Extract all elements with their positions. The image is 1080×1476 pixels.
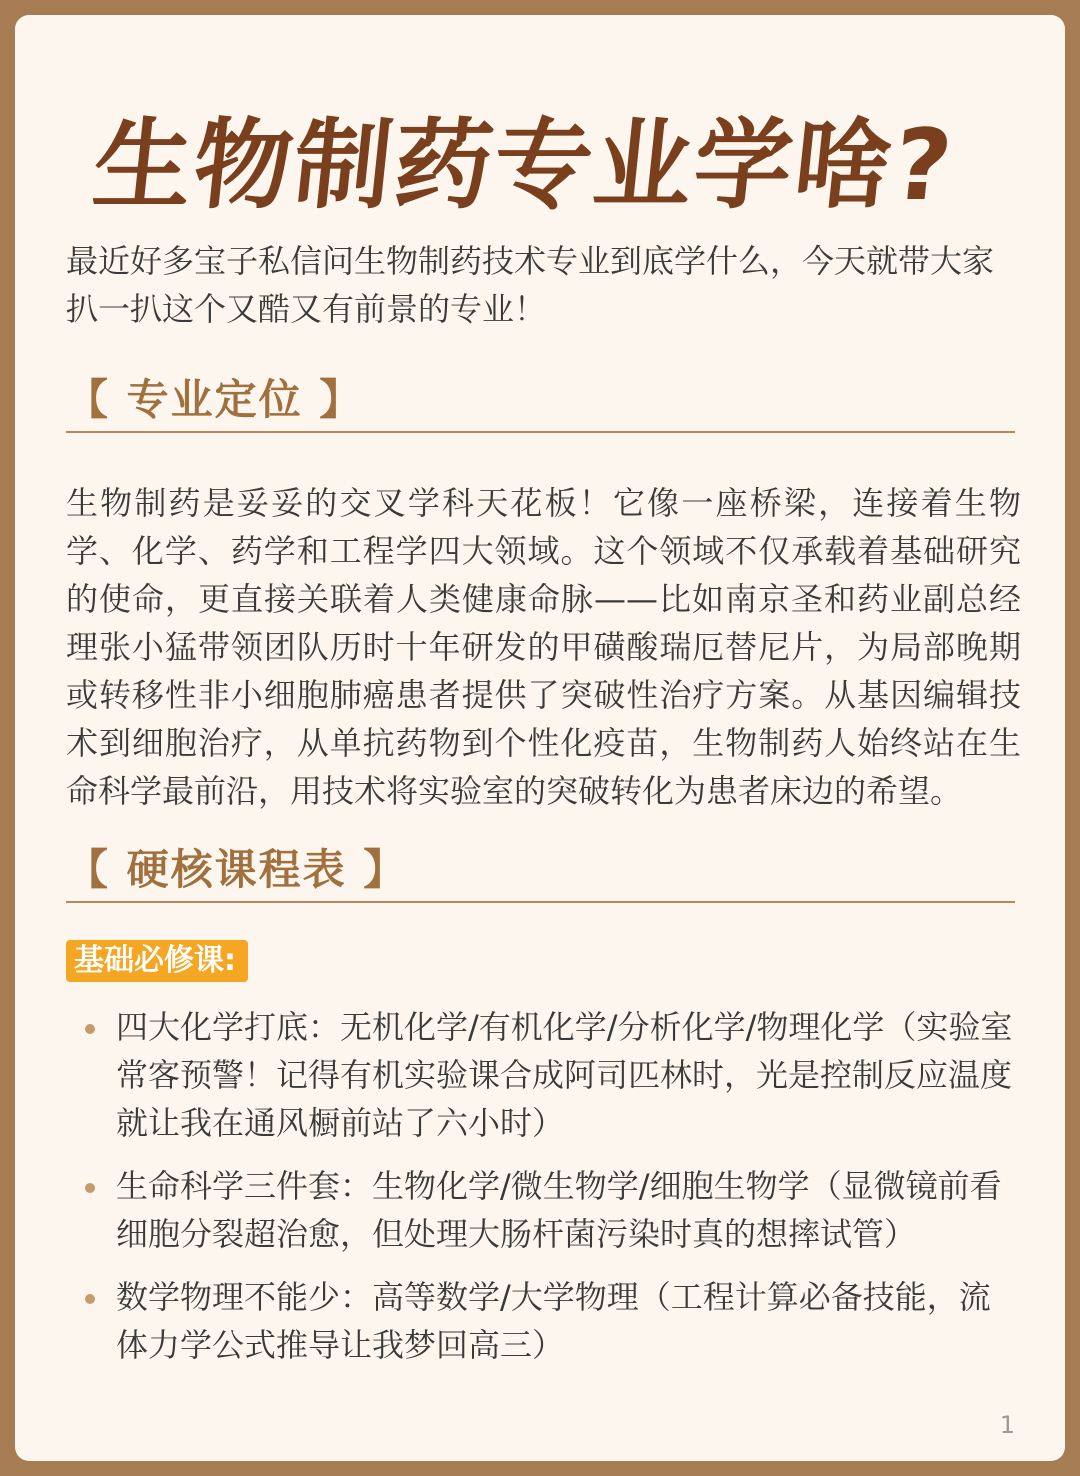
section-heading-positioning: 【 专业定位 】 [66,375,364,424]
page-title: 生物制药专业学啥? [88,109,959,223]
section-divider [66,431,1015,433]
list-item [85,1003,1015,1147]
bullet-icon [85,1294,95,1304]
page-card [15,15,1065,1461]
list-item [85,1273,1015,1369]
course-list [85,1003,1015,1384]
list-item [85,1162,1015,1258]
list-item-text: 生命科学三件套：生物化学/微生物学/细胞生物学（显微镜前看细胞分裂超治愈，但处理大肠杆菌污染时真的想摔试管） [116,1167,1002,1253]
bullet-icon [85,1024,95,1034]
section-divider [66,901,1015,903]
bullet-icon [85,1183,95,1193]
section-heading-courses: 【 硬核课程表 】 [66,845,408,894]
intro-paragraph: 最近好多宝子私信问生物制药技术专业到底学什么，今天就带大家扒一扒这个又酷又有前景的专业！ [66,242,995,328]
list-item-text: 数学物理不能少：高等数学/大学物理（工程计算必备技能，流体力学公式推导让我梦回高三） [116,1278,991,1364]
required-courses-tag: 基础必修课: [66,940,248,982]
positioning-paragraph: 生物制药是妥妥的交叉学科天花板！它像一座桥梁，连接着生物学、化学、药学和工程学四大领域。这个领域不仅承载着基础研究的使命，更直接关联着人类健康命脉——比如南京圣和药业副总经理张小猛带领团队历时十年研发的甲磺酸瑞厄替尼片，为局部晚期或转移性非小细胞肺癌患者提供了突破性治疗方案。从基因编辑技术到细胞治疗，从单抗药物到个性化疫苗，生物制药人始终站在生命科学最前沿，用技术将实验室的突破转化为患者床边的希望。 [66,484,1021,810]
list-item-text: 四大化学打底：无机化学/有机化学/分析化学/物理化学（实验室常客预警！记得有机实验课合成阿司匹林时，光是控制反应温度就让我在通风橱前站了六小时） [116,1008,1013,1142]
page-number: 1 [999,1411,1015,1439]
